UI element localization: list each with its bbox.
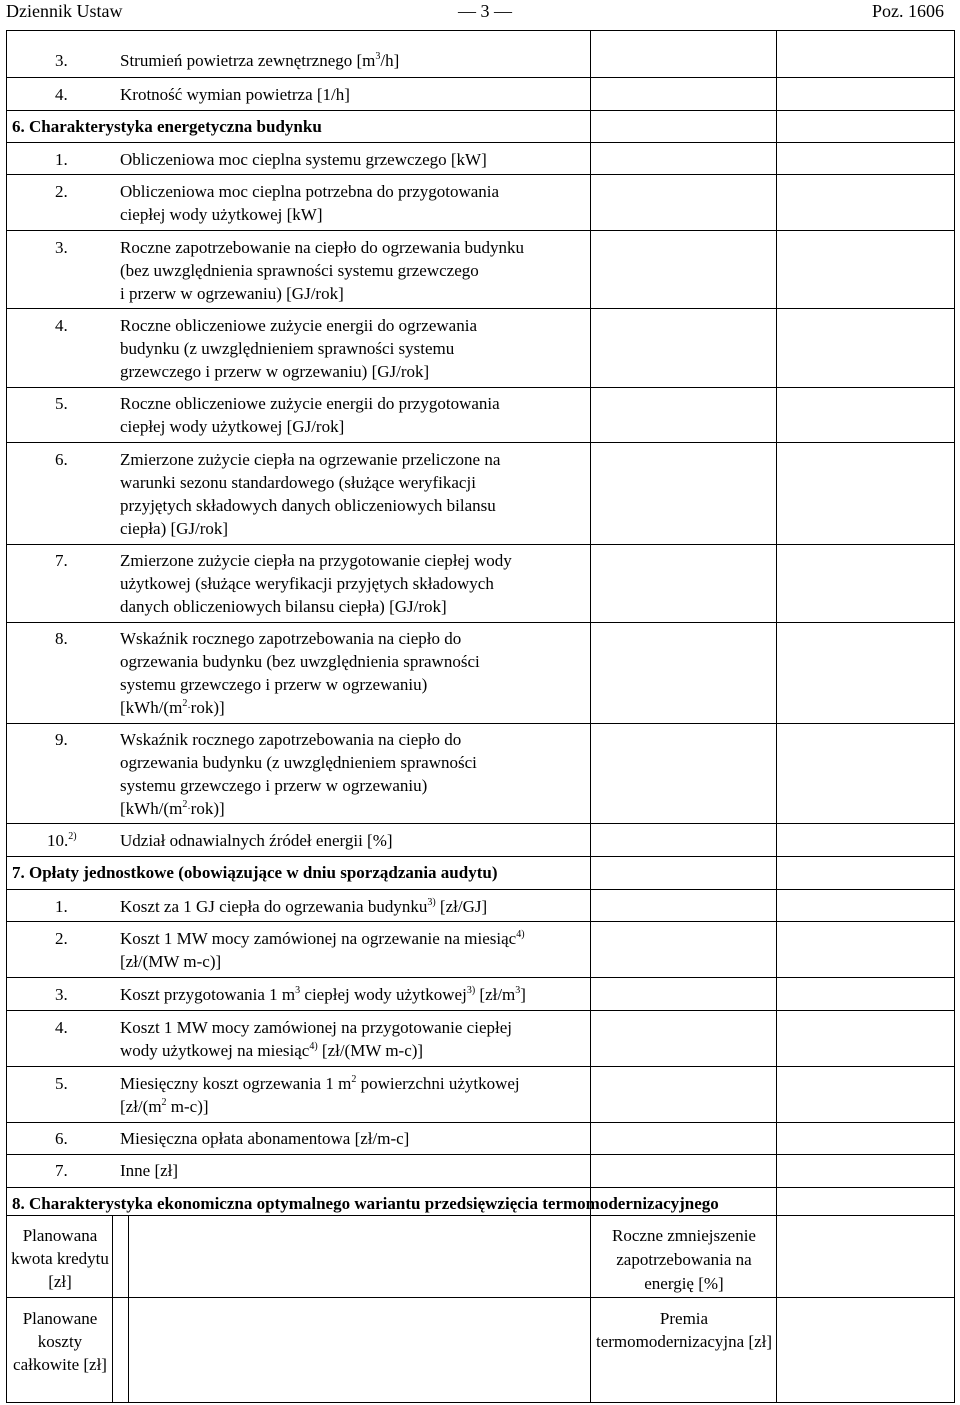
section-title: 7. Opłaty jednostkowe (obowiązujące w dniu sporządzania audytu)	[12, 863, 498, 882]
row-rule	[6, 1122, 954, 1123]
row-rule	[6, 142, 954, 143]
row-number: 4.	[55, 85, 68, 104]
row-number: 2.	[55, 929, 68, 948]
row-rule	[6, 308, 954, 309]
row-number: 1.	[55, 150, 68, 169]
row-label: warunki sezonu standardowego (służące weryfikacji	[120, 473, 476, 492]
row-label: Roczne obliczeniowe zużycie energii do przygotowania	[120, 394, 500, 413]
row-label: Miesięczna opłata abonamentowa [zł/m-c]	[120, 1129, 410, 1148]
row-label: $[kWh/(m^2\cdot rok)]$	[120, 799, 225, 818]
row-rule	[6, 1066, 954, 1067]
row-label: Inne [zł]	[120, 1161, 179, 1180]
row-rule	[6, 1154, 954, 1155]
row-label: Koszt 1 MW mocy zamówionej na ogrzewanie na miesiąc$^{4)}$	[120, 929, 525, 948]
col-divider	[112, 1215, 113, 1403]
row-rule	[6, 723, 954, 724]
section-title: 6. Charakterystyka energetyczna budynku	[12, 117, 322, 136]
row-label: przyjętych składowych danych obliczeniowych bilansu	[120, 496, 496, 515]
page-number: — 3 —	[458, 1, 512, 21]
row-rule	[6, 77, 954, 78]
bonus-label: Premia termomodernizacyjna [zł]	[595, 1309, 773, 1351]
row-label: Roczne obliczeniowe zużycie energii do ogrzewania	[120, 316, 477, 335]
row-number: 6.	[55, 450, 68, 469]
row-rule	[6, 544, 954, 545]
row-number: 9.	[55, 730, 68, 749]
row-number: 5.	[55, 394, 68, 413]
row-number: 2.	[55, 182, 68, 201]
col-divider	[776, 1215, 777, 1403]
row-rule	[6, 110, 954, 111]
row-rule	[6, 856, 954, 857]
row-label: [zł/(MW m-c)]	[120, 952, 222, 971]
position-number: Poz. 1606	[872, 1, 944, 21]
row-label: Koszt przygotowania 1 $m^3$ ciepłej wody użytkowej$^{3)}$ $[zł/m^3]$	[120, 985, 526, 1004]
total-costs-label: Planowane koszty całkowite [zł]	[13, 1309, 107, 1374]
annual-reduction-label: Roczne zmniejszenie zapotrzebowania na energię [%]	[612, 1226, 756, 1293]
row-rule	[6, 174, 954, 175]
col-divider	[128, 1215, 129, 1403]
row-rule	[6, 1187, 954, 1188]
row-number: 3.	[55, 51, 68, 70]
row-label: Zmierzone zużycie ciepła na ogrzewanie przeliczone na	[120, 450, 501, 469]
row-label: systemu grzewczego i przerw w ogrzewaniu)	[120, 776, 428, 795]
row-label: [$zł/(m^2$ m-c)]	[120, 1097, 209, 1116]
row-rule	[6, 823, 954, 824]
row-number: 6.	[55, 1129, 68, 1148]
row-rule	[6, 1402, 954, 1403]
table-left-border	[6, 1215, 7, 1403]
row-rule	[6, 1010, 954, 1011]
row-label: Koszt 1 MW mocy zamówionej na przygotowanie ciepłej	[120, 1018, 512, 1037]
journal-name: Dziennik Ustaw	[6, 1, 123, 21]
row-label: budynku (z uwzględnieniem sprawności systemu	[120, 339, 455, 358]
row-label: wody użytkowej na miesiąc$^{4)}$ [zł/(MW m-c)]	[120, 1041, 424, 1060]
row-label: ogrzewania budynku (z uwzględnieniem sprawności	[120, 753, 477, 772]
section-title: 8. Charakterystyka ekonomiczna optymalnego wariantu przedsięwzięcia termomodernizacyjnego	[12, 1194, 719, 1213]
row-rule	[6, 1297, 954, 1298]
row-number: 4.	[55, 1018, 68, 1037]
row-number: 4.	[55, 316, 68, 335]
row-number: 8.	[55, 629, 68, 648]
row-label: Obliczeniowa moc cieplna systemu grzewczego [kW]	[120, 150, 487, 169]
row-number: 7.	[55, 1161, 68, 1180]
row-label: $[kWh/(m^2\cdot rok)]$	[120, 698, 225, 717]
row-label: Zmierzone zużycie ciepła na przygotowanie ciepłej wody	[120, 551, 512, 570]
row-number: 10.$^{2)}$	[47, 831, 77, 850]
row-label: i przerw w ogrzewaniu) [GJ/rok]	[120, 284, 344, 303]
row-label: Roczne zapotrzebowanie na ciepło do ogrzewania budynku	[120, 238, 525, 257]
row-label: ciepłej wody użytkowej [GJ/rok]	[120, 417, 345, 436]
row-rule	[6, 889, 954, 890]
loan-amount-label: Planowana kwota kredytu [zł]	[11, 1226, 109, 1291]
col-divider	[590, 1215, 591, 1403]
row-rule	[6, 921, 954, 922]
row-number: 5.	[55, 1074, 68, 1093]
row-label: (bez uwzględnienia sprawności systemu grzewczego	[120, 261, 479, 280]
row-label: Obliczeniowa moc cieplna potrzebna do przygotowania	[120, 182, 500, 201]
row-label: ciepłej wody użytkowej [kW]	[120, 205, 323, 224]
row-label: ogrzewania budynku (bez uwzględnienia sprawności	[120, 652, 480, 671]
row-label: Miesięczny koszt ogrzewania 1 $m^2$ powierzchni użytkowej	[120, 1074, 520, 1093]
header-rule	[6, 30, 954, 31]
row-label: grzewczego i przerw w ogrzewaniu) [GJ/rok]	[120, 362, 430, 381]
row-rule	[6, 977, 954, 978]
row-label: Wskaźnik rocznego zapotrzebowania na ciepło do	[120, 730, 462, 749]
row-number: 3.	[55, 238, 68, 257]
row-number: 7.	[55, 551, 68, 570]
row-label: ciepła) [GJ/rok]	[120, 519, 229, 538]
row-rule	[6, 387, 954, 388]
row-label: Udział odnawialnych źródeł energii [%]	[120, 831, 393, 850]
row-rule	[6, 442, 954, 443]
row-rule	[6, 230, 954, 231]
row-rule	[6, 622, 954, 623]
table-right-border	[954, 30, 955, 1215]
row-label: systemu grzewczego i przerw w ogrzewaniu)	[120, 675, 428, 694]
table-right-border	[954, 1215, 955, 1403]
row-number: 1.	[55, 897, 68, 916]
row-label: danych obliczeniowych bilansu ciepła) [GJ/rok]	[120, 597, 447, 616]
row-label: użytkowej (służące weryfikacji przyjętych składowych	[120, 574, 494, 593]
row-label: Krotność wymian powietrza [1/h]	[120, 85, 350, 104]
row-label: Strumień powietrza zewnętrznego $[m^3/h]$	[120, 51, 400, 70]
row-label: Koszt za 1 GJ ciepła do ogrzewania budynku$^{3)}$ [zł/GJ]	[120, 897, 488, 916]
row-label: Wskaźnik rocznego zapotrzebowania na ciepło do	[120, 629, 462, 648]
row-number: 3.	[55, 985, 68, 1004]
